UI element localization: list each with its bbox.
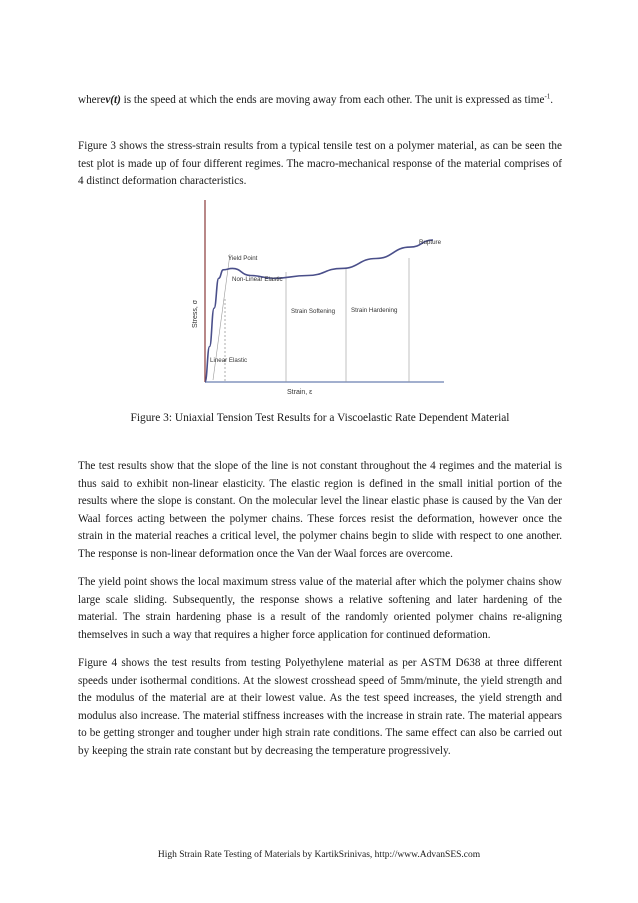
- paragraph-figure4: Figure 4 shows the test results from testing Polyethylene material as per ASTM D638 at three different speeds under isothermal conditions. At the slowest crosshead speed of 5mm/minute, the yield strength and the modulus of the material are at their lowest value. As the test speed increases, the yield strength and modulus also increase. The material stiffness increases with the increase in strain rate. The material appears to be getting stronger and tougher under high strain rate conditions. The same effect can also be carried out by keeping the strain rate constant but by decreasing the temperature progressively.: [78, 657, 562, 757]
- para-text: where: [78, 94, 106, 106]
- paragraph-intro: [78, 92, 562, 110]
- paragraph-yield: The yield point shows the local maximum stress value of the material after which the polymer chains show large scale sliding. Subsequently, the response shows a relative softening and later hardening of the material. The strain hardening phase is a result of the randomly oriented polymer chains re-aligning themselves in such a way that requires a higher force application for continued deformation.: [78, 576, 562, 641]
- paragraph-results: The test results show that the slope of the line is not constant throughout the 4 regimes and the material is thus said to exhibit non-linear elasticity. The elastic region is defined in the small initial portion of the results where the slope is constant. On the molecular level the linear elastic phase is caused by the Van der Waal forces acting between the polymer chains. These forces resist the deformation, however once the strain in the material reaches a critical level, the polymer chains begin to slide with respect to one another. The response is non-linear deformation once the Van der Waal forces are overcome.: [78, 460, 562, 560]
- stress-strain-chart: [188, 194, 450, 396]
- stress-strain-figure: [188, 194, 450, 396]
- x-axis-label: Strain, ε: [287, 389, 313, 396]
- superscript: -1: [544, 92, 551, 101]
- paragraph-figure-intro: Figure 3 shows the stress-strain results from a typical tensile test on a polymer material, as can be seen the test plot is made up of four different regimes. The macro-mechanical response of the material comprises of 4 distinct deformation characteristics.: [78, 140, 562, 188]
- label-yield-point: Yield Point: [228, 255, 258, 262]
- label-linear-elastic: Linear Elastic: [210, 357, 248, 364]
- math-symbol: v(t): [105, 94, 121, 106]
- label-strain-hardening: Strain Hardening: [351, 307, 398, 314]
- label-rupture: Rupture: [419, 239, 442, 246]
- label-nonlinear-elastic: Non-Linear Elastic: [232, 276, 283, 283]
- label-strain-softening: Strain Softening: [291, 308, 336, 315]
- para-text: is the speed at which the ends are moving away from each other. The unit is expressed as time: [120, 94, 545, 106]
- page-footer: High Strain Rate Testing of Materials by KartikSrinivas, http://www.AdvanSES.com: [157, 850, 481, 860]
- y-axis-label: Stress, σ: [192, 299, 199, 328]
- para-text: .: [550, 94, 554, 106]
- figure-caption: Figure 3: Uniaxial Tension Test Results for a Viscoelastic Rate Dependent Material: [130, 412, 510, 424]
